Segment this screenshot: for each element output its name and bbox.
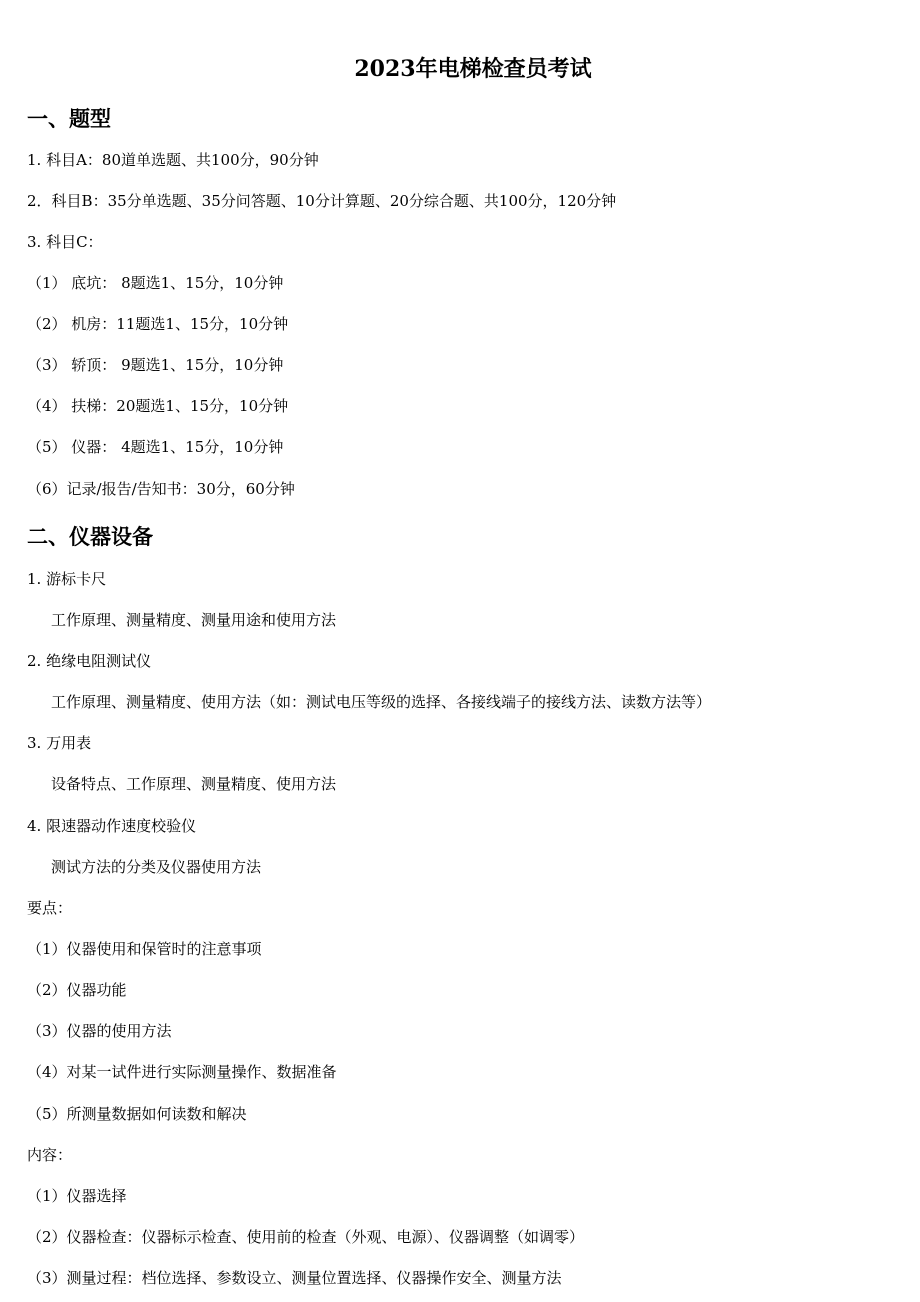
list-item: （3）仪器的使用方法 — [27, 1022, 172, 1040]
instrument-name: 1. 游标卡尺 — [27, 570, 107, 588]
list-item: （3） 轿顶： 9题选1、15分，10分钟 — [27, 356, 284, 374]
list-item: 2．科目B：35分单选题、35分问答题、10分计算题、20分综合题、共100分，120分钟 — [27, 192, 617, 210]
instrument-description: 工作原理、测量精度、使用方法（如：测试电压等级的选择、各接线端子的接线方法、读数方法等） — [51, 693, 712, 711]
list-item: （1） 底坑： 8题选1、15分，10分钟 — [27, 274, 284, 292]
instrument-description: 工作原理、测量精度、测量用途和使用方法 — [51, 611, 337, 629]
list-item: 3. 科目C： — [27, 233, 103, 251]
section-heading-question-types: 一、题型 — [27, 107, 111, 131]
list-item: （3）测量过程：档位选择、参数设立、测量位置选择、仪器操作安全、测量方法 — [27, 1269, 562, 1287]
list-item: （5）所测量数据如何读数和解决 — [27, 1105, 247, 1123]
list-item: （5） 仪器： 4题选1、15分，10分钟 — [27, 438, 284, 456]
list-item: 1. 科目A：80道单选题、共100分，90分钟 — [27, 151, 319, 169]
instrument-description: 设备特点、工作原理、测量精度、使用方法 — [51, 775, 337, 793]
list-item: （2） 机房：11题选1、15分，10分钟 — [27, 315, 289, 333]
instrument-name: 2. 绝缘电阻测试仪 — [27, 652, 152, 670]
list-item: （1）仪器选择 — [27, 1187, 127, 1205]
document-title: 2023年电梯检查员考试 — [354, 56, 592, 82]
section-heading-instruments: 二、仪器设备 — [27, 525, 153, 549]
list-item: （2）仪器检查：仪器标示检查、使用前的检查（外观、电源）、仪器调整（如调零） — [27, 1228, 585, 1246]
list-item: （4）对某一试件进行实际测量操作、数据准备 — [27, 1063, 337, 1081]
list-item: （4） 扶梯：20题选1、15分，10分钟 — [27, 397, 289, 415]
list-item: （6）记录/报告/告知书：30分，60分钟 — [27, 480, 295, 498]
list-item: （1）仪器使用和保管时的注意事项 — [27, 940, 262, 958]
key-points-label: 要点： — [27, 899, 73, 917]
instrument-description: 测试方法的分类及仪器使用方法 — [51, 858, 262, 876]
instrument-name: 3. 万用表 — [27, 734, 92, 752]
content-label: 内容： — [27, 1146, 73, 1164]
list-item: （2）仪器功能 — [27, 981, 127, 999]
instrument-name: 4. 限速器动作速度校验仪 — [27, 817, 197, 835]
